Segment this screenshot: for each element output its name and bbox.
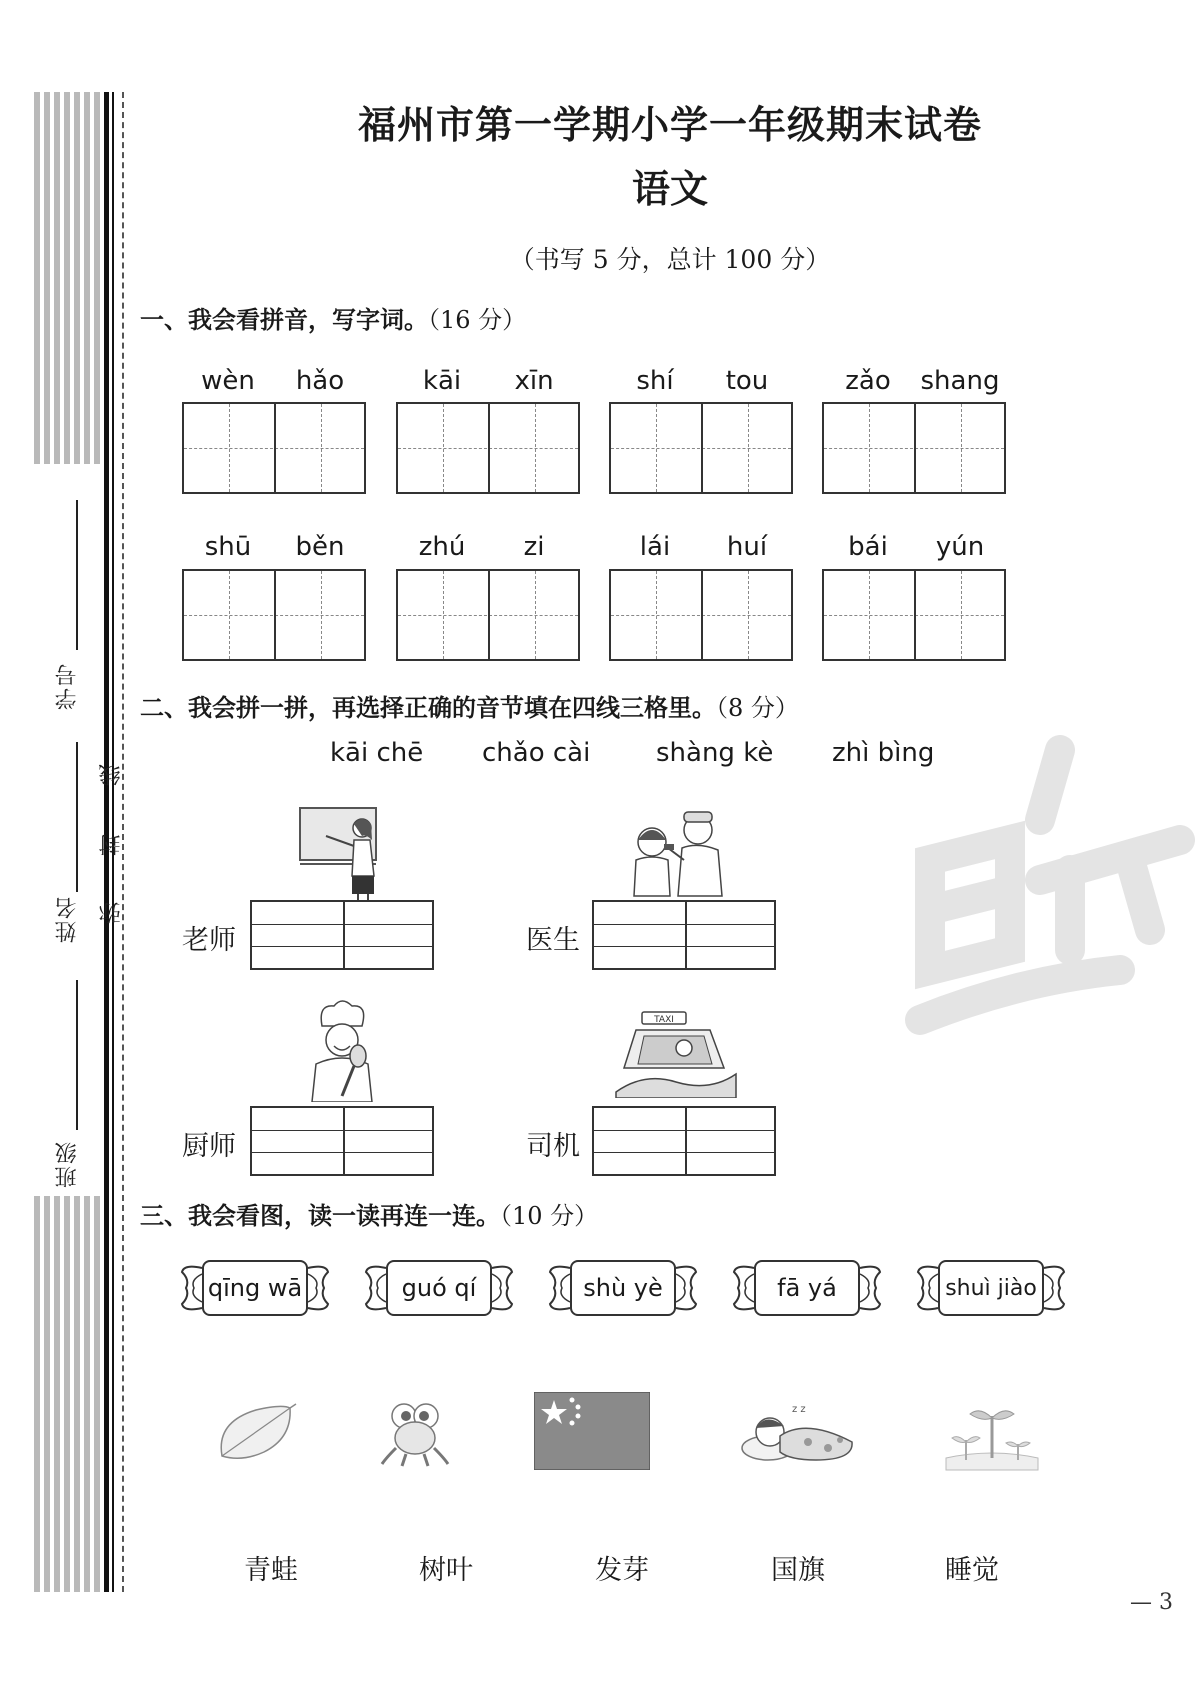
name-label: 姓名 (55, 895, 80, 943)
tianzige-7[interactable] (609, 569, 793, 661)
pinyin-5b: běn (295, 532, 345, 562)
svg-text:z z: z z (792, 1404, 806, 1415)
leaf-picture (216, 1402, 298, 1462)
option-chao-cai: chǎo cài (482, 738, 591, 768)
label-teacher: 老师 (182, 925, 236, 956)
pinyin-2a: kāi (422, 366, 462, 396)
candy-wrap-left-icon (732, 1260, 756, 1316)
seal-char-line: 线 (99, 762, 124, 786)
candy-wrap-left-icon (180, 1260, 204, 1316)
binding-stripe-bottom (34, 1196, 100, 1592)
option-shang-ke: shàng kè (656, 738, 774, 768)
pinyin-card-text: guó qí (386, 1260, 492, 1316)
score-note: （书写 5 分，总计 100 分） (509, 245, 831, 274)
candy-wrap-right-icon (858, 1260, 882, 1316)
section1-points: （16 分） (428, 306, 527, 334)
pinyin-4a: zǎo (845, 366, 891, 396)
pinyin-7b: huí (726, 532, 768, 562)
section2-heading (140, 688, 799, 723)
pinyin-card-fa-ya[interactable] (732, 1260, 882, 1316)
candy-wrap-left-icon (916, 1260, 940, 1316)
watermark-logo (900, 720, 1200, 1040)
section3-heading-text: 三、我会看图，读一读再连一连。 (140, 1201, 500, 1230)
candy-wrap-left-icon (364, 1260, 388, 1316)
pinyin-8b: yún (935, 532, 985, 562)
section3-heading (140, 1196, 598, 1231)
pinyin-card-text: shù yè (570, 1260, 676, 1316)
word-label-leaf: 树叶 (419, 1555, 473, 1586)
label-chef: 厨师 (182, 1131, 236, 1162)
taxi-driver-illustration (614, 1008, 738, 1098)
pinyin-4b: shang (920, 366, 1000, 396)
tianzige-6[interactable] (396, 569, 580, 661)
pinyin-card-text: shuì jiào (938, 1260, 1044, 1316)
pinyin-card-guo-qi[interactable] (364, 1260, 514, 1316)
pinyin-card-text: fā yá (754, 1260, 860, 1316)
seal-char-seal: 封 (99, 832, 124, 856)
section1-heading-text: 一、我会看拼音，写字词。 (140, 305, 428, 334)
label-driver: 司机 (526, 1131, 580, 1162)
pinyin-5a: shū (204, 532, 252, 562)
pinyin-1a: wèn (201, 366, 255, 396)
candy-wrap-left-icon (548, 1260, 572, 1316)
sleeping-child-picture (736, 1398, 860, 1464)
page-title: 福州市第一学期小学一年级期末试卷 (357, 102, 982, 147)
tianzige-1[interactable] (182, 402, 366, 494)
option-zhi-bing: zhì bìng (832, 738, 935, 768)
pinyin-card-qing-wa[interactable] (180, 1260, 330, 1316)
class-fill-line[interactable] (76, 980, 78, 1130)
pinyin-2b: xīn (514, 366, 554, 396)
pinyin-6b: zi (523, 532, 545, 562)
taxi-sign-text: TAXI (654, 1015, 674, 1025)
pinyin-6a: zhú (418, 532, 466, 562)
four-line-grid-doctor[interactable] (592, 900, 776, 970)
tianzige-4[interactable] (822, 402, 1006, 494)
word-label-flag: 国旗 (771, 1555, 825, 1586)
watermark-text: 阳光 (900, 720, 902, 721)
teacher-illustration (296, 806, 396, 902)
word-label-sprout: 发芽 (595, 1555, 649, 1586)
tianzige-5[interactable] (182, 569, 366, 661)
section1-heading (140, 300, 526, 335)
tianzige-3[interactable] (609, 402, 793, 494)
pinyin-8a: bái (848, 532, 888, 562)
seal-char-mi: 弥 (99, 900, 124, 924)
candy-wrap-right-icon (490, 1260, 514, 1316)
pinyin-3b: tou (725, 366, 769, 396)
national-flag-picture (534, 1392, 650, 1470)
pinyin-7a: lái (639, 532, 671, 562)
section3-points: （10 分） (500, 1202, 599, 1230)
student-id-fill-line[interactable] (76, 500, 78, 650)
page-number: — 3 (1130, 1590, 1173, 1615)
word-label-sleep: 睡觉 (945, 1555, 999, 1586)
pinyin-3a: shí (636, 366, 674, 396)
student-id-label: 学号 (55, 662, 80, 710)
sprout-picture (944, 1388, 1040, 1472)
four-line-grid-driver[interactable] (592, 1106, 776, 1176)
section2-points: （8 分） (716, 694, 799, 722)
section2-heading-text: 二、我会拼一拼，再选择正确的音节填在四线三格里。 (140, 693, 716, 722)
tianzige-2[interactable] (396, 402, 580, 494)
chef-illustration (292, 996, 392, 1102)
frog-picture (378, 1398, 452, 1468)
word-label-frog: 青蛙 (244, 1555, 298, 1586)
pinyin-card-shu-ye[interactable] (548, 1260, 698, 1316)
option-kai-che: kāi chē (330, 738, 424, 768)
four-line-grid-chef[interactable] (250, 1106, 434, 1176)
name-fill-line[interactable] (76, 742, 78, 892)
subject-title: 语文 (631, 166, 708, 211)
candy-wrap-right-icon (674, 1260, 698, 1316)
doctor-illustration (622, 800, 732, 900)
class-label: 班级 (55, 1140, 80, 1188)
candy-wrap-right-icon (1042, 1260, 1066, 1316)
four-line-grid-teacher[interactable] (250, 900, 434, 970)
pinyin-card-shui-jiao[interactable] (916, 1260, 1066, 1316)
pinyin-card-text: qīng wā (202, 1260, 308, 1316)
candy-wrap-right-icon (306, 1260, 330, 1316)
pinyin-1b: hǎo (295, 366, 345, 396)
label-doctor: 医生 (526, 925, 580, 956)
tianzige-8[interactable] (822, 569, 1006, 661)
